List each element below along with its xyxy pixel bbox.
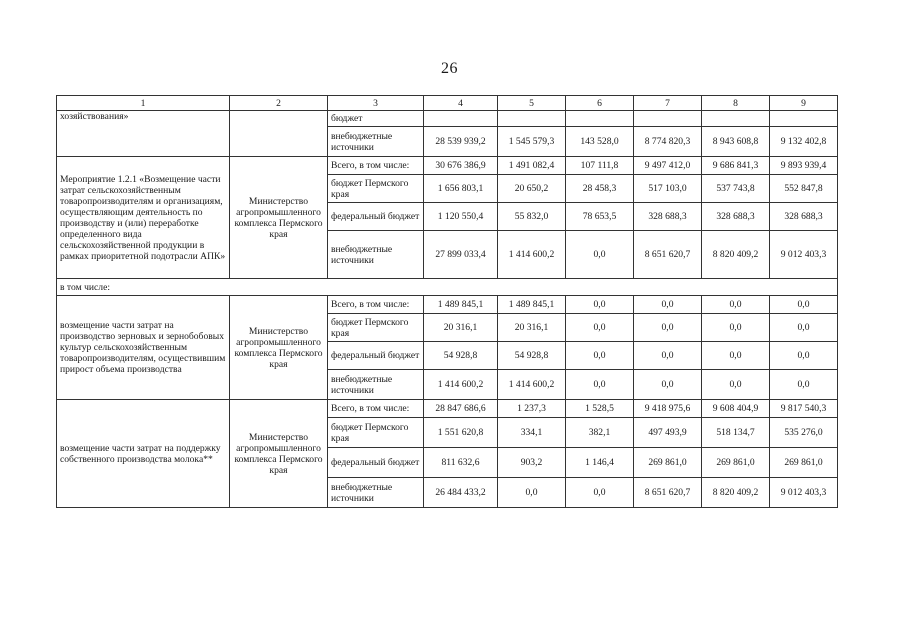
value-cell: 9 817 540,3 [770, 400, 838, 418]
measure-name: Мероприятие 1.2.1 «Возмещение части затрат сельскохозяйственным товаропроизводителям и организациям, осуществляющим деятельность по производству и (или) переработке определенного вида сельскохозяйственной продукции в рамках приоритетной подотрасли АПК» [57, 157, 230, 279]
value-cell: 9 497 412,0 [634, 157, 702, 175]
value-cell [702, 111, 770, 127]
value-cell: 0,0 [634, 314, 702, 342]
value-cell: 1 489 845,1 [424, 296, 498, 314]
value-cell: 0,0 [566, 314, 634, 342]
funding-source: Всего, в том числе: [328, 157, 424, 175]
value-cell: 9 893 939,4 [770, 157, 838, 175]
value-cell: 9 132 402,8 [770, 127, 838, 157]
value-cell: 1 414 600,2 [498, 370, 566, 400]
funding-source: бюджет Пермского края [328, 418, 424, 448]
value-cell: 54 928,8 [424, 342, 498, 370]
funding-source: Всего, в том числе: [328, 296, 424, 314]
column-number: 6 [566, 96, 634, 111]
value-cell: 0,0 [566, 342, 634, 370]
value-cell: 1 489 845,1 [498, 296, 566, 314]
value-cell: 8 820 409,2 [702, 478, 770, 508]
value-cell [424, 111, 498, 127]
value-cell: 9 608 404,9 [702, 400, 770, 418]
value-cell: 26 484 433,2 [424, 478, 498, 508]
value-cell: 0,0 [634, 342, 702, 370]
funding-source: внебюджетные источники [328, 370, 424, 400]
value-cell: 27 899 033,4 [424, 231, 498, 279]
funding-source: федеральный бюджет [328, 203, 424, 231]
table-row [57, 157, 838, 175]
value-cell: 497 493,9 [634, 418, 702, 448]
value-cell: 334,1 [498, 418, 566, 448]
value-cell: 28 539 939,2 [424, 127, 498, 157]
budget-table [56, 95, 838, 508]
section-label: в том числе: [57, 279, 838, 296]
value-cell: 8 651 620,7 [634, 231, 702, 279]
table-row [57, 400, 838, 418]
column-number: 3 [328, 96, 424, 111]
header-row [57, 96, 838, 111]
value-cell: 1 414 600,2 [498, 231, 566, 279]
value-cell: 1 528,5 [566, 400, 634, 418]
value-cell [498, 111, 566, 127]
value-cell: 811 632,6 [424, 448, 498, 478]
value-cell: 382,1 [566, 418, 634, 448]
value-cell: 9 686 841,3 [702, 157, 770, 175]
value-cell [566, 111, 634, 127]
executor-name: Министерство агропромышленного комплекса Пермского края [230, 296, 328, 400]
value-cell: 9 012 403,3 [770, 478, 838, 508]
column-number: 4 [424, 96, 498, 111]
value-cell: 269 861,0 [702, 448, 770, 478]
column-number: 2 [230, 96, 328, 111]
value-cell: 552 847,8 [770, 175, 838, 203]
value-cell: 0,0 [770, 314, 838, 342]
measure-name: возмещение части затрат на поддержку собственного производства молока** [57, 400, 230, 508]
column-number: 1 [57, 96, 230, 111]
value-cell: 9 012 403,3 [770, 231, 838, 279]
value-cell: 269 861,0 [770, 448, 838, 478]
value-cell [770, 111, 838, 127]
value-cell: 78 653,5 [566, 203, 634, 231]
value-cell: 903,2 [498, 448, 566, 478]
value-cell: 1 414 600,2 [424, 370, 498, 400]
value-cell: 1 545 579,3 [498, 127, 566, 157]
column-number: 9 [770, 96, 838, 111]
value-cell: 0,0 [702, 296, 770, 314]
value-cell: 20 316,1 [424, 314, 498, 342]
funding-source: бюджет Пермского края [328, 314, 424, 342]
value-cell: 328 688,3 [634, 203, 702, 231]
funding-source: бюджет [328, 111, 424, 127]
value-cell: 1 491 082,4 [498, 157, 566, 175]
funding-source: федеральный бюджет [328, 342, 424, 370]
value-cell: 0,0 [566, 296, 634, 314]
executor-name: Министерство агропромышленного комплекса Пермского края [230, 157, 328, 279]
value-cell: 1 146,4 [566, 448, 634, 478]
value-cell: 8 651 620,7 [634, 478, 702, 508]
value-cell: 55 832,0 [498, 203, 566, 231]
value-cell: 0,0 [770, 370, 838, 400]
value-cell: 107 111,8 [566, 157, 634, 175]
value-cell: 8 820 409,2 [702, 231, 770, 279]
value-cell: 537 743,8 [702, 175, 770, 203]
value-cell: 0,0 [702, 314, 770, 342]
column-number: 5 [498, 96, 566, 111]
column-number: 7 [634, 96, 702, 111]
value-cell: 0,0 [634, 370, 702, 400]
table-row [57, 111, 838, 127]
measure-name: возмещение части затрат на производство зерновых и зернобобовых культур сельскохозяйственным товаропроизводителям, осуществившим прирост объема производства [57, 296, 230, 400]
value-cell [634, 111, 702, 127]
value-cell: 518 134,7 [702, 418, 770, 448]
funding-source: внебюджетные источники [328, 127, 424, 157]
value-cell: 0,0 [634, 296, 702, 314]
executor-name: Министерство агропромышленного комплекса Пермского края [230, 400, 328, 508]
funding-source: внебюджетные источники [328, 231, 424, 279]
value-cell: 8 774 820,3 [634, 127, 702, 157]
value-cell: 1 120 550,4 [424, 203, 498, 231]
funding-source: бюджет Пермского края [328, 175, 424, 203]
value-cell: 0,0 [566, 370, 634, 400]
value-cell: 517 103,0 [634, 175, 702, 203]
value-cell: 0,0 [566, 478, 634, 508]
column-number: 8 [702, 96, 770, 111]
value-cell: 54 928,8 [498, 342, 566, 370]
value-cell: 0,0 [702, 370, 770, 400]
funding-source: федеральный бюджет [328, 448, 424, 478]
value-cell: 0,0 [702, 342, 770, 370]
value-cell: 0,0 [498, 478, 566, 508]
value-cell: 9 418 975,6 [634, 400, 702, 418]
value-cell: 30 676 386,9 [424, 157, 498, 175]
value-cell: 535 276,0 [770, 418, 838, 448]
executor-cell [230, 111, 328, 157]
value-cell: 0,0 [770, 296, 838, 314]
value-cell: 20 650,2 [498, 175, 566, 203]
value-cell: 143 528,0 [566, 127, 634, 157]
value-cell: 0,0 [770, 342, 838, 370]
section-row [57, 279, 838, 296]
value-cell: 8 943 608,8 [702, 127, 770, 157]
funding-source: Всего, в том числе: [328, 400, 424, 418]
page-number: 26 [441, 60, 458, 77]
value-cell: 328 688,3 [702, 203, 770, 231]
value-cell: 1 551 620,8 [424, 418, 498, 448]
value-cell: 328 688,3 [770, 203, 838, 231]
measure-name: хозяйствования» [57, 111, 230, 157]
table-row [57, 296, 838, 314]
value-cell: 1 237,3 [498, 400, 566, 418]
value-cell: 0,0 [566, 231, 634, 279]
value-cell: 28 458,3 [566, 175, 634, 203]
funding-source: внебюджетные источники [328, 478, 424, 508]
value-cell: 1 656 803,1 [424, 175, 498, 203]
value-cell: 28 847 686,6 [424, 400, 498, 418]
value-cell: 20 316,1 [498, 314, 566, 342]
value-cell: 269 861,0 [634, 448, 702, 478]
